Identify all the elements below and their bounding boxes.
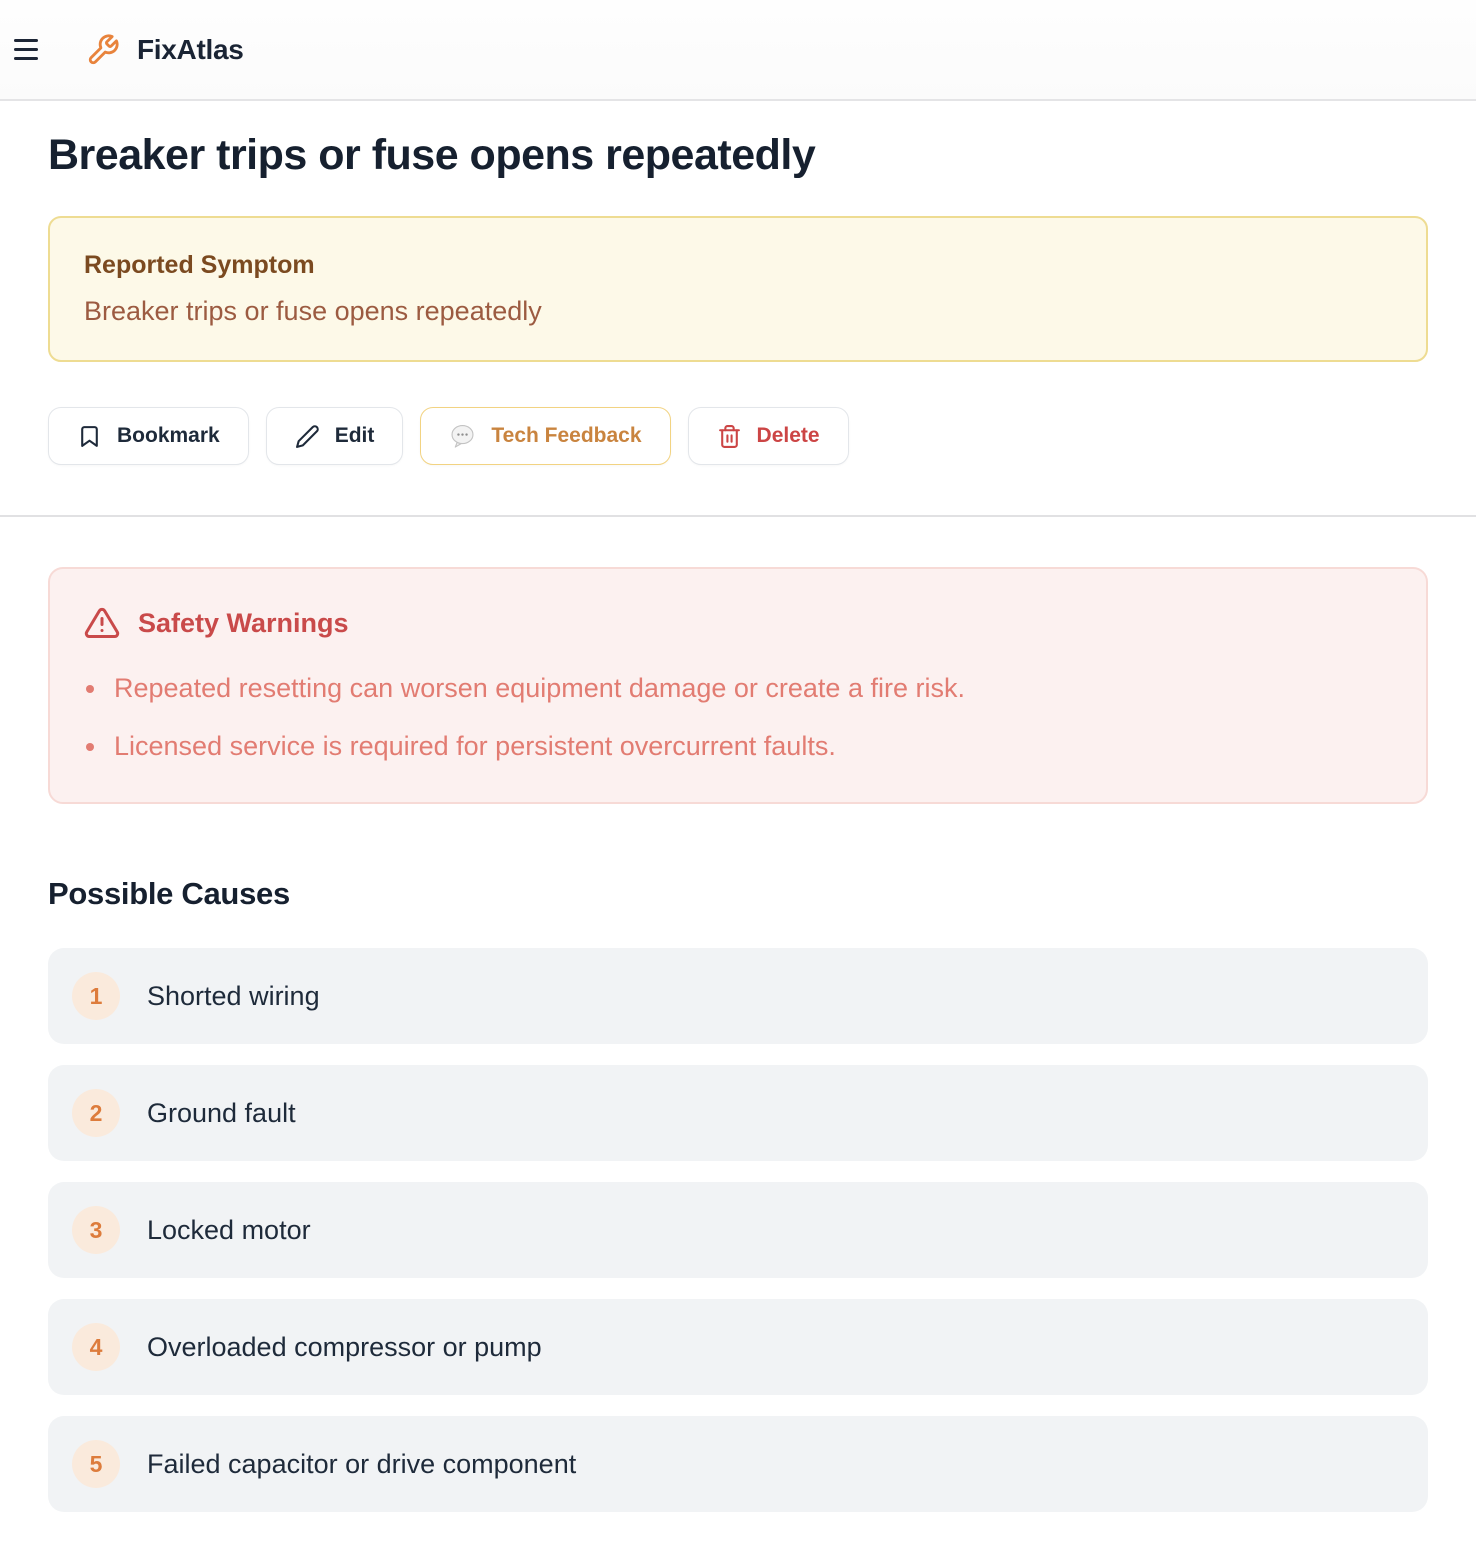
cause-label: Failed capacitor or drive component (147, 1448, 577, 1479)
wrench-icon (86, 33, 120, 67)
bookmark-button-label: Bookmark (117, 424, 220, 447)
menu-button[interactable] (8, 30, 48, 70)
possible-causes-title: Possible Causes (48, 876, 290, 911)
safety-warnings-card (48, 567, 1428, 804)
tech-feedback-button[interactable] (420, 407, 670, 465)
cause-number-badge: 2 (72, 1089, 120, 1137)
main-content (0, 131, 1476, 1512)
trash-icon (717, 424, 742, 449)
symptom-text: Breaker trips or fuse opens repeatedly (84, 296, 542, 326)
possible-causes-list (48, 948, 1428, 1512)
delete-button[interactable] (688, 407, 849, 465)
cause-label: Locked motor (147, 1214, 311, 1245)
cause-number-badge: 1 (72, 972, 120, 1020)
delete-button-label: Delete (756, 424, 820, 447)
section-divider (0, 515, 1476, 517)
symptom-label: Reported Symptom (84, 251, 315, 279)
cause-number-badge: 3 (72, 1206, 120, 1254)
speech-bubble-icon (449, 423, 476, 450)
cause-row-2[interactable] (48, 1065, 1428, 1161)
app-header (0, 0, 1476, 101)
page-title: Breaker trips or fuse opens repeatedly (48, 131, 816, 179)
edit-button[interactable] (266, 407, 404, 465)
action-toolbar (48, 407, 1428, 465)
reported-symptom-card (48, 216, 1428, 362)
safety-warning-item: Repeated resetting can worsen equipment damage or create a fire risk. (84, 673, 1392, 704)
cause-row-1[interactable] (48, 948, 1428, 1044)
cause-number-badge: 5 (72, 1440, 120, 1488)
safety-warning-item: Licensed service is required for persistent overcurrent faults. (84, 731, 1392, 762)
edit-button-label: Edit (334, 424, 375, 447)
cause-label: Ground fault (147, 1097, 296, 1128)
safety-warnings-list (84, 673, 1392, 762)
hamburger-icon (14, 39, 38, 42)
safety-warnings-header (84, 605, 1392, 641)
cause-row-3[interactable] (48, 1182, 1428, 1278)
cause-row-5[interactable] (48, 1416, 1428, 1512)
tech-feedback-button-label: Tech Feedback (491, 424, 642, 447)
cause-row-4[interactable] (48, 1299, 1428, 1395)
safety-warnings-title: Safety Warnings (138, 607, 349, 638)
pencil-icon (295, 424, 320, 449)
bookmark-button[interactable] (48, 407, 249, 465)
cause-label: Shorted wiring (147, 980, 320, 1011)
app-logo[interactable] (86, 33, 244, 67)
bookmark-icon (77, 424, 102, 449)
cause-number-badge: 4 (72, 1323, 120, 1371)
app-name: FixAtlas (137, 33, 244, 65)
cause-label: Overloaded compressor or pump (147, 1331, 542, 1362)
warning-triangle-icon (84, 605, 120, 641)
